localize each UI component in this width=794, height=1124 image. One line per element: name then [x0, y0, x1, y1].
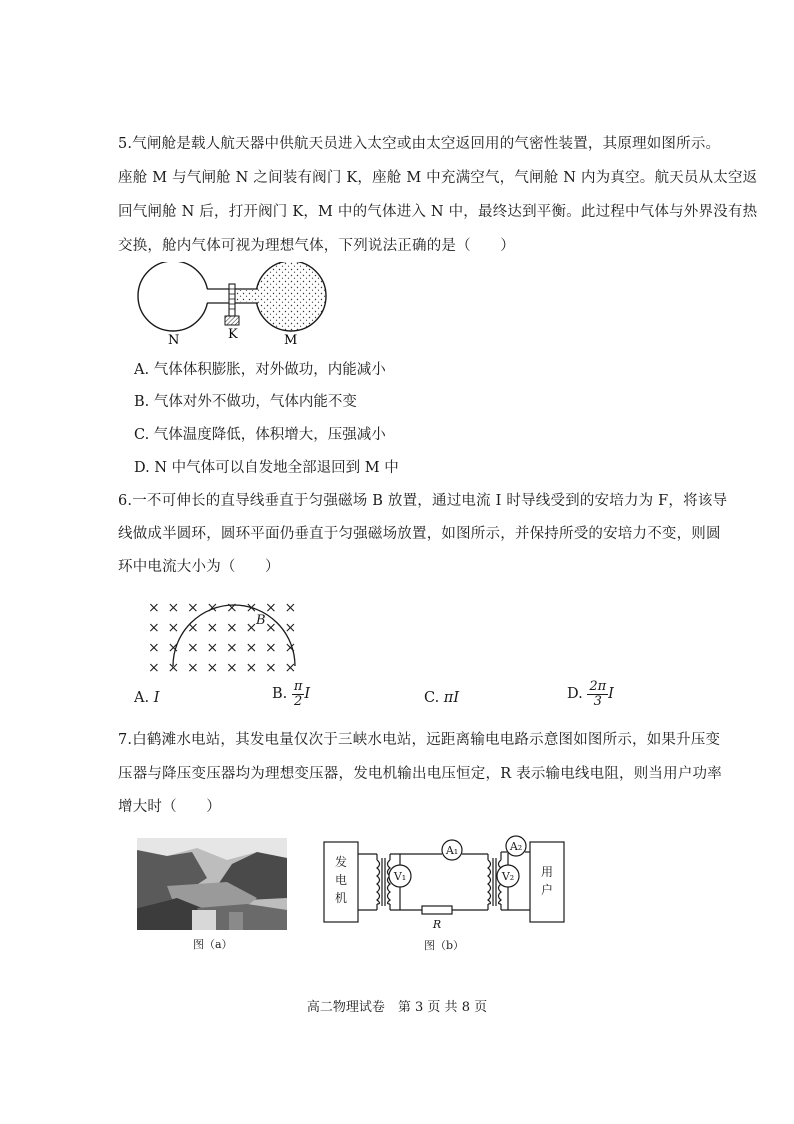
label-r: R: [432, 918, 442, 931]
q6-line-3: 环中电流大小为（ ）: [118, 559, 280, 575]
user-box: [530, 842, 564, 922]
field-mark: ×: [187, 660, 199, 676]
q5-option-a: A. 气体体积膨胀，对外做功，内能减小: [134, 362, 386, 378]
field-mark: ×: [226, 600, 238, 616]
q5-line-1: 5.气闸舱是载人航天器中供航天员进入太空或由太空返回用的气密性装置，其原理如图所示。: [118, 136, 721, 152]
q6-line-1: 6.一不可伸长的直导线垂直于匀强磁场 B 放置，通过电流 I 时导线受到的安培力为 F，将该导: [118, 493, 728, 509]
field-mark: ×: [245, 660, 258, 676]
label-a2: A₂: [509, 840, 523, 853]
q5-option-c: C. 气体温度降低，体积增大，压强减小: [134, 427, 386, 443]
q6-option-a-value: I: [153, 690, 160, 706]
field-mark: ×: [226, 620, 238, 636]
q6-option-c-value: πI: [443, 690, 460, 706]
field-mark: ×: [148, 620, 160, 636]
field-mark: ×: [284, 620, 297, 636]
label-k: K: [228, 327, 238, 342]
generator-char-3: 机: [334, 891, 348, 905]
q6-option-c: [424, 690, 459, 706]
field-mark: ×: [148, 600, 160, 616]
page-footer: 高二物理试卷 第 3 页 共 8 页: [306, 1000, 488, 1015]
field-mark: ×: [187, 600, 199, 616]
field-mark: ×: [265, 640, 277, 656]
q6-option-d-suffix: I: [608, 686, 614, 703]
field-mark: ×: [245, 620, 258, 636]
q6-option-b: [272, 680, 310, 708]
user-char-2: 户: [540, 883, 554, 897]
field-mark: ×: [148, 640, 160, 656]
cabin-m: [256, 262, 326, 331]
user-char-1: 用: [540, 865, 554, 879]
field-mark: ×: [187, 620, 199, 636]
field-mark: ×: [167, 620, 180, 636]
q6-line-2: 线做成半圆环，圆环平面仍垂直于匀强磁场放置，如图所示，并保持所受的安培力不变，则圆: [118, 526, 721, 542]
label-v1: V₁: [393, 870, 407, 883]
field-mark: ×: [187, 640, 199, 656]
label-a1: A₁: [445, 844, 459, 857]
q6-option-d: [567, 680, 614, 708]
label-n: N: [168, 333, 180, 348]
generator-char-2: 电: [334, 873, 348, 887]
q5-line-3: 回气闸舱 N 后，打开阀门 K，M 中的气体进入 N 中，最终达到平衡。此过程中气体与外界没有热: [118, 204, 758, 220]
field-mark: ×: [226, 660, 238, 676]
q6-option-c-letter: C.: [424, 690, 440, 706]
caption-b: 图（b）: [424, 939, 465, 952]
field-mark: ×: [206, 620, 219, 636]
dam-photo: [137, 838, 287, 930]
b-field-label: B: [256, 613, 266, 628]
generator-char-1: 发: [334, 855, 348, 869]
q6-option-b-numerator: π: [293, 679, 303, 694]
q7-line-1: 7.白鹤滩水电站，其发电量仅次于三峡水电站，远距离输电电路示意图如图所示，如果升压变: [118, 732, 721, 748]
q6-option-a: [134, 690, 159, 706]
field-mark: ×: [265, 660, 277, 676]
field-mark: ×: [206, 660, 219, 676]
caption-a: 图（a）: [193, 938, 233, 951]
field-mark: ×: [206, 600, 219, 616]
label-m: M: [284, 333, 298, 348]
q6-option-a-letter: A.: [134, 690, 150, 706]
q7-line-3: 增大时（ ）: [118, 799, 221, 815]
q7-line-2: 压器与降压变压器均为理想变压器，发电机输出电压恒定，R 表示输电线电阻，则当用户功率: [118, 766, 722, 782]
q5-option-d: D. N 中气体可以自发地全部退回到 M 中: [134, 460, 399, 476]
field-mark: ×: [148, 660, 160, 676]
q5-line-2: 座舱 M 与气闸舱 N 之间装有阀门 K，座舱 M 中充满空气，气闸舱 N 内为真空。航天员从太空返: [118, 170, 758, 186]
cabin-n: [138, 262, 208, 331]
field-mark: ×: [206, 640, 219, 656]
q5-option-b: B. 气体对外不做功，气体内能不变: [134, 394, 357, 410]
q6-option-d-numerator: 2π: [589, 679, 607, 694]
field-mark: ×: [284, 600, 297, 616]
magnetic-field-diagram: [140, 596, 310, 678]
airlock-diagram: [128, 262, 348, 352]
q6-option-b-letter: B.: [272, 686, 288, 703]
field-mark: ×: [284, 640, 297, 656]
field-mark: ×: [245, 640, 258, 656]
field-mark: ×: [265, 620, 277, 636]
field-mark: ×: [167, 640, 180, 656]
q6-option-b-suffix: I: [304, 686, 311, 703]
q6-option-d-denominator: 3: [593, 693, 602, 709]
q5-line-4: 交换，舱内气体可视为理想气体，下列说法正确的是（ ）: [118, 238, 515, 254]
transmission-circuit: [322, 832, 572, 932]
field-mark: ×: [167, 660, 180, 676]
field-mark: ×: [284, 660, 297, 676]
resistor-r: [422, 906, 452, 914]
field-mark: ×: [245, 600, 258, 616]
field-mark: ×: [226, 640, 238, 656]
q6-option-d-letter: D.: [567, 686, 583, 703]
field-mark: ×: [167, 600, 180, 616]
label-v2: V₂: [501, 870, 515, 883]
field-mark: ×: [265, 600, 277, 616]
q6-option-b-denominator: 2: [294, 693, 303, 709]
